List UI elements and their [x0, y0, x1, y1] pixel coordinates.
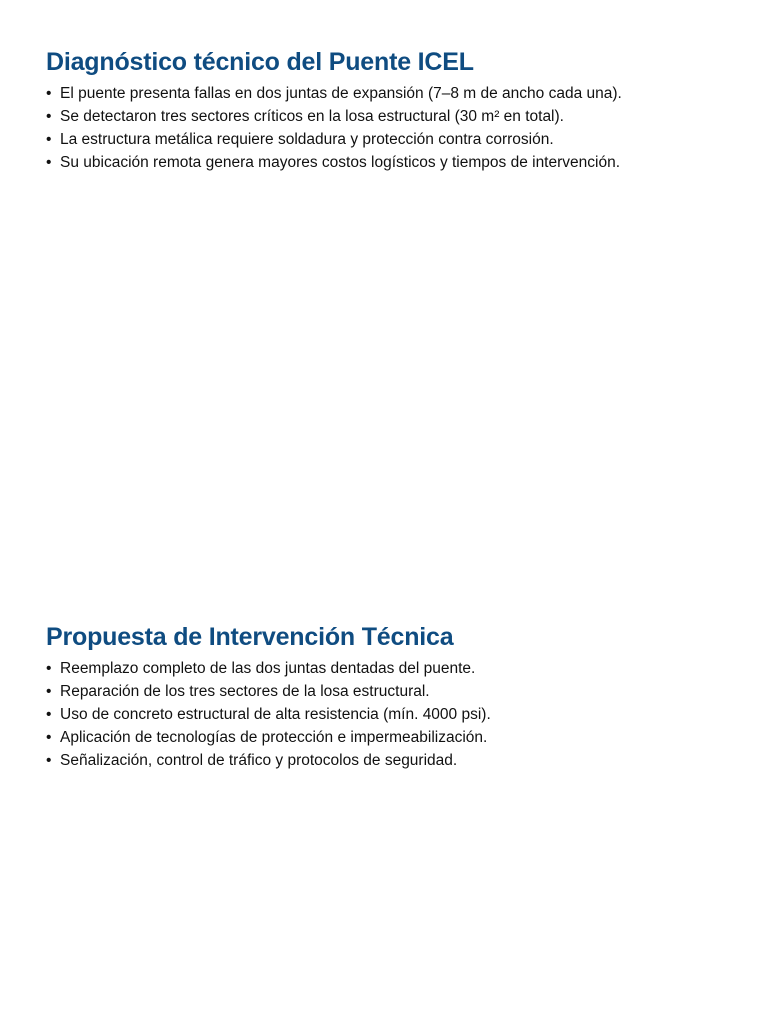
bullet-icon: •: [46, 660, 52, 677]
list-item: [46, 749, 746, 772]
bullet-icon: •: [46, 108, 52, 125]
diagnostic-title: Diagnóstico técnico del Puente ICEL: [46, 48, 474, 76]
list-item: [46, 82, 746, 105]
list-item-text: Aplicación de tecnologías de protección e impermeabilización.: [60, 729, 488, 746]
list-item: [46, 105, 746, 128]
list-item-text: Se detectaron tres sectores críticos en la losa estructural (30 m² en total).: [60, 108, 564, 125]
list-item: [46, 703, 746, 726]
list-item: [46, 657, 746, 680]
bullet-icon: •: [46, 85, 52, 102]
list-item-text: La estructura metálica requiere soldadura y protección contra corrosión.: [60, 131, 554, 148]
list-item: [46, 128, 746, 151]
list-item-text: Su ubicación remota genera mayores costos logísticos y tiempos de intervención.: [60, 154, 621, 171]
list-item: [46, 726, 746, 749]
list-item-text: Reemplazo completo de las dos juntas dentadas del puente.: [60, 660, 476, 677]
list-item-text: El puente presenta fallas en dos juntas de expansión (7–8 m de ancho cada una).: [60, 85, 622, 102]
diagnostic-section: [46, 46, 746, 174]
proposal-list: [46, 657, 746, 772]
bullet-icon: •: [46, 706, 52, 723]
bullet-icon: •: [46, 729, 52, 746]
list-item: [46, 680, 746, 703]
list-item-text: Uso de concreto estructural de alta resistencia (mín. 4000 psi).: [60, 706, 491, 723]
bullet-icon: •: [46, 131, 52, 148]
proposal-section: [46, 621, 746, 772]
list-item: [46, 151, 746, 174]
list-item-text: Reparación de los tres sectores de la losa estructural.: [60, 683, 430, 700]
bullet-icon: •: [46, 154, 52, 171]
bullet-icon: •: [46, 752, 52, 769]
bullet-icon: •: [46, 683, 52, 700]
list-item-text: Señalización, control de tráfico y protocolos de seguridad.: [60, 752, 458, 769]
diagnostic-list: [46, 82, 746, 174]
proposal-title: Propuesta de Intervención Técnica: [46, 623, 454, 651]
